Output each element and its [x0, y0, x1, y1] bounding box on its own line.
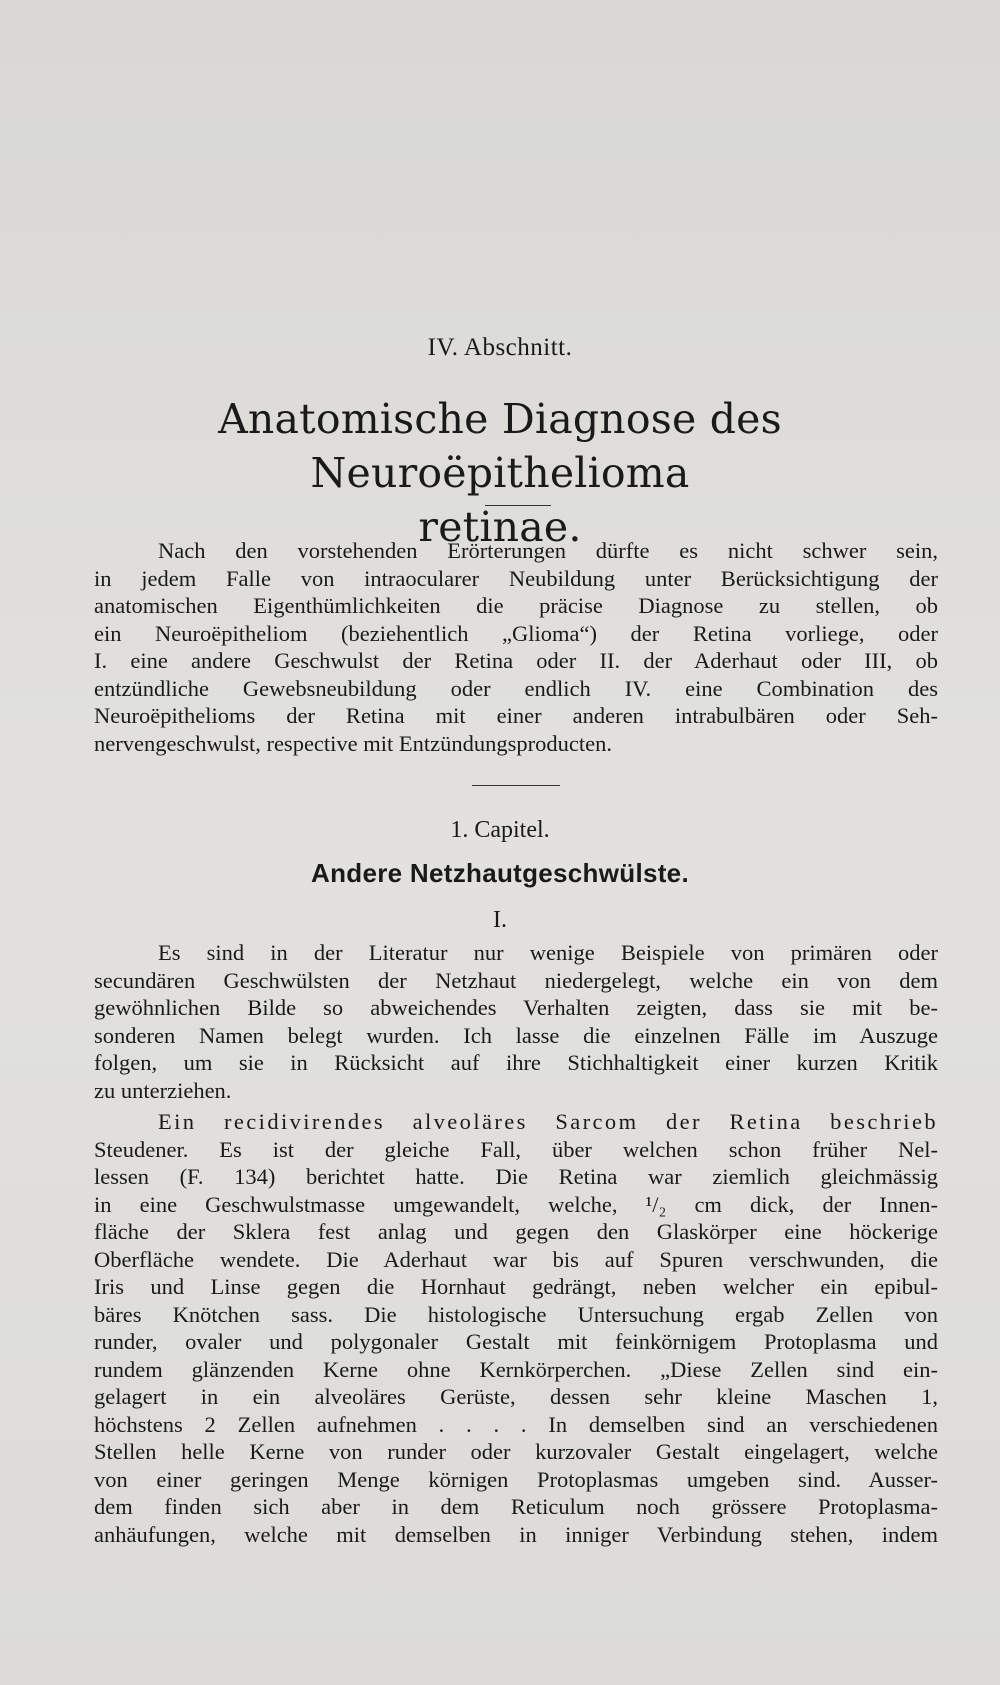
section-label: IV. Abschnitt.	[427, 334, 573, 361]
body-paragraph	[94, 939, 938, 1104]
text-line: höchstens 2 Zellen aufnehmen . . . . In demselben sind an verschiedenen	[94, 1411, 938, 1437]
text-line: fläche der Sklera fest anlag und gegen den Glaskörper eine höckerige	[94, 1219, 938, 1244]
text-line: dem finden sich aber in dem Reticulum noch grössere Protoplasma-	[94, 1494, 938, 1519]
chapter-number: 1. Capitel.	[450, 817, 550, 843]
text-line: von einer geringen Menge körnigen Protoplasmas umgeben sind. Ausser-	[94, 1466, 938, 1492]
title-line: retinae.	[418, 503, 582, 551]
body-paragraph	[94, 1108, 938, 1548]
text-line: I. eine andere Geschwulst der Retina oder II. der Aderhaut oder III, ob	[94, 648, 938, 673]
title-line: Anatomische Diagnose des Neuroëpithelioma	[218, 395, 782, 497]
text-line: rundem glänzenden Kerne ohne Kernkörperchen. „Diese Zellen sind ein-	[94, 1356, 938, 1382]
text-line: bäres Knötchen sass. Die histologische Untersuchung ergab Zellen von	[94, 1301, 938, 1327]
text-line: runder, ovaler und polygonaler Gestalt mit feinkörnigem Protoplasma und	[94, 1329, 938, 1354]
intro-paragraph	[94, 537, 938, 757]
chapter-title: Andere Netzhautgeschwülste.	[311, 858, 689, 888]
text-line: secundären Geschwülsten der Netzhaut niedergelegt, welche ein von dem	[94, 967, 938, 993]
subsection-number: I.	[493, 907, 507, 933]
text-line: in jedem Falle von intraocularer Neubildung unter Berücksichtigung der	[94, 565, 938, 591]
text-line: entzündliche Gewebsneubildung oder endlich IV. eine Combination des	[94, 675, 938, 701]
divider-rule	[485, 505, 551, 506]
text-line: anatomischen Eigenthümlichkeiten die präcise Diagnose zu stellen, ob	[94, 593, 938, 618]
text-line: nervengeschwulst, respective mit Entzündungsproducten.	[94, 730, 612, 756]
text-line: Neuroëpithelioms der Retina mit einer anderen intrabulbären oder Seh-	[94, 703, 938, 728]
text-line: Nach den vorstehenden Erörterungen dürfte es nicht schwer sein,	[158, 538, 938, 563]
text-line: Steudener. Es ist der gleiche Fall, über welchen schon früher Nel-	[94, 1136, 938, 1162]
text-line: lessen (F. 134) berichtet hatte. Die Retina war ziemlich gleichmässig	[94, 1164, 938, 1189]
text-line: zu unterziehen.	[94, 1077, 232, 1103]
text-line: ein Neuroëpitheliom (beziehentlich „Glioma“) der Retina vorliege, oder	[94, 620, 938, 646]
text-line: Oberfläche wendete. Die Aderhaut war bis auf Spuren verschwunden, die	[94, 1246, 938, 1272]
text-line: sonderen Namen belegt wurden. Ich lasse die einzelnen Fälle im Auszuge	[94, 1022, 938, 1048]
text-line: gewöhnlichen Bilde so abweichendes Verhalten zeigten, dass sie mit be-	[94, 995, 938, 1020]
text-line: gelagert in ein alveoläres Gerüste, dessen sehr kleine Maschen 1,	[94, 1384, 938, 1409]
text-line: folgen, um sie in Rücksicht auf ihre Stichhaltigkeit einer kurzen Kritik	[94, 1050, 938, 1075]
text-line: Stellen helle Kerne von runder oder kurzovaler Gestalt eingelagert, welche	[94, 1439, 938, 1464]
text-line: in eine Geschwulstmasse umgewandelt, welche, ¹/₂ cm dick, der Innen-	[94, 1191, 938, 1217]
text-line: Ein recidivirendes alveoläres Sarcom der Retina beschrieb	[158, 1109, 938, 1134]
text-line: Iris und Linse gegen die Hornhaut gedrängt, neben welcher ein epibul-	[94, 1274, 938, 1299]
page-title	[80, 392, 920, 554]
divider-rule	[472, 785, 560, 786]
text-line: anhäufungen, welche mit demselben in inniger Verbindung stehen, indem	[94, 1521, 938, 1547]
text-line: Es sind in der Literatur nur wenige Beispiele von primären oder	[158, 940, 938, 965]
